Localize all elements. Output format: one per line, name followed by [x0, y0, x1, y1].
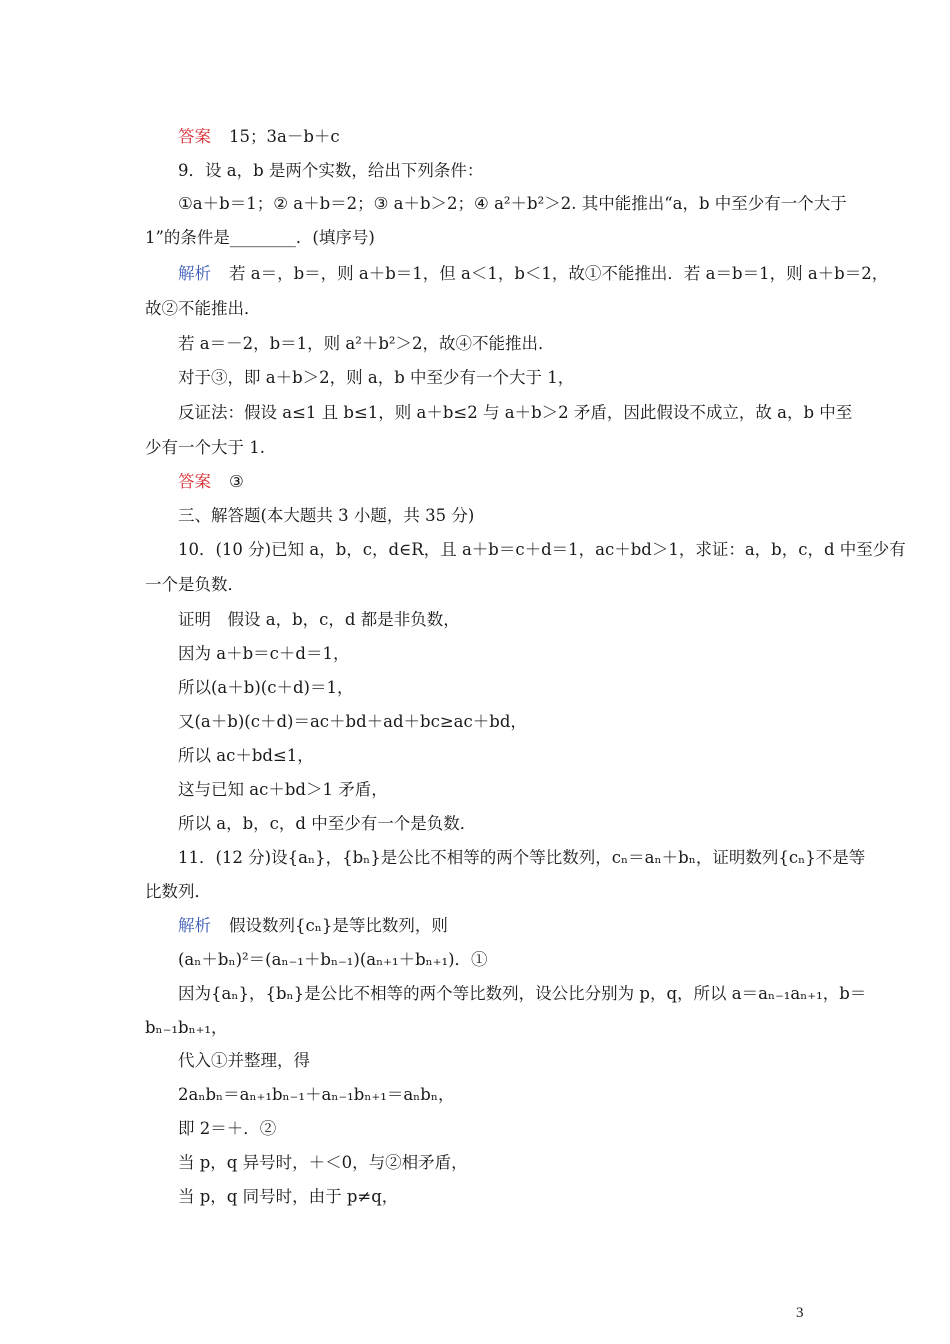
proof-10-line-3: 所以(a＋b)(c＋d)＝1， [178, 678, 354, 697]
proof-10-line-7: 所以 a，b，c，d 中至少有一个是负数． [178, 814, 477, 833]
analysis-11-line-8: 当 p，q 异号时，＋＜0，与②相矛盾， [178, 1153, 468, 1172]
analysis-11-line-2: (aₙ＋bₙ)²＝(aₙ₋₁＋bₙ₋₁)(aₙ₊₁＋bₙ₊₁)．① [178, 950, 488, 969]
problem-9-line: 9．设 a，b 是两个实数，给出下列条件： [178, 161, 484, 180]
answer-line-8 [0, 126, 950, 148]
proof-10-line-4: 又(a＋b)(c＋d)＝ac＋bd＋ad＋bc≥ac＋bd， [178, 712, 527, 731]
proof-10-line-6: 这与已知 ac＋bd＞1 矛盾， [178, 780, 388, 799]
proof-10-line-2: 因为 a＋b＝c＋d＝1， [178, 644, 350, 663]
analysis-11-line-6: 2aₙbₙ＝aₙ₊₁bₙ₋₁＋aₙ₋₁bₙ₊₁＝aₙbₙ， [178, 1085, 455, 1104]
analysis-9-line-3: 若 a＝－2，b＝1，则 a²＋b²＞2，故④不能推出． [178, 334, 555, 353]
analysis-label: 解析 [178, 264, 211, 283]
problem-11-line: 11．(12 分)设{aₙ}，{bₙ}是公比不相等的两个等比数列，cₙ＝aₙ＋bₙ，证明数列{cₙ}不是等 [178, 848, 866, 867]
analysis-label: 解析 [178, 916, 211, 935]
analysis-11-line-1 [0, 915, 950, 937]
analysis-11-line-7: 即 2＝＋．② [178, 1119, 277, 1138]
answer-text: 15；3a－b＋c [229, 127, 340, 146]
analysis-text: 若 a＝，b＝，则 a＋b＝1，但 a＜1，b＜1，故①不能推出．若 a＝b＝1，则 a＋b＝2， [229, 264, 889, 283]
analysis-text: 假设数列{cₙ}是等比数列，则 [229, 916, 448, 935]
problem-10-line: 10．(10 分)已知 a，b，c，d∈R，且 a＋b＝c＋d＝1，ac＋bd＞1，求证：a，b，c，d 中至少有 [178, 540, 906, 559]
page-number: 3 [796, 1305, 804, 1321]
analysis-11-line-4: bₙ₋₁bₙ₊₁， [145, 1018, 228, 1037]
analysis-11-line-5: 代入①并整理，得 [178, 1051, 310, 1070]
answer-line-9 [0, 471, 950, 493]
answer-label: 答案 [178, 127, 211, 146]
proof-10-line-1: 证明 假设 a，b，c，d 都是非负数， [178, 610, 460, 629]
problem-11-line-2: 比数列． [145, 882, 211, 901]
problem-9-conditions: ①a＋b＝1；② a＋b＝2；③ a＋b＞2；④ a²＋b²＞2. 其中能推出“a，b 中至少有一个大于 [178, 194, 847, 213]
answer-text: ③ [229, 472, 244, 491]
analysis-11-line-9: 当 p，q 同号时，由于 p≠q， [178, 1187, 399, 1206]
analysis-9-line-2: 故②不能推出． [145, 299, 261, 318]
problem-10-line-2: 一个是负数． [145, 575, 244, 594]
proof-10-line-5: 所以 ac＋bd≤1， [178, 746, 314, 765]
answer-label: 答案 [178, 472, 211, 491]
analysis-9-line-4: 对于③，即 a＋b＞2，则 a，b 中至少有一个大于 1， [178, 368, 575, 387]
analysis-11-line-3: 因为{aₙ}，{bₙ}是公比不相等的两个等比数列，设公比分别为 p，q，所以 a＝aₙ₋₁aₙ₊₁，b＝ [178, 984, 867, 1003]
problem-9-question: 1”的条件是________．(填序号) [145, 228, 375, 247]
analysis-9-line-6: 少有一个大于 1. [145, 438, 265, 457]
analysis-9-line-5: 反证法：假设 a≤1 且 b≤1，则 a＋b≤2 与 a＋b＞2 矛盾，因此假设不成立，故 a，b 中至 [178, 403, 853, 422]
analysis-9-line-1 [0, 263, 950, 285]
section-heading: 三、解答题(本大题共 3 小题，共 35 分) [178, 506, 475, 525]
